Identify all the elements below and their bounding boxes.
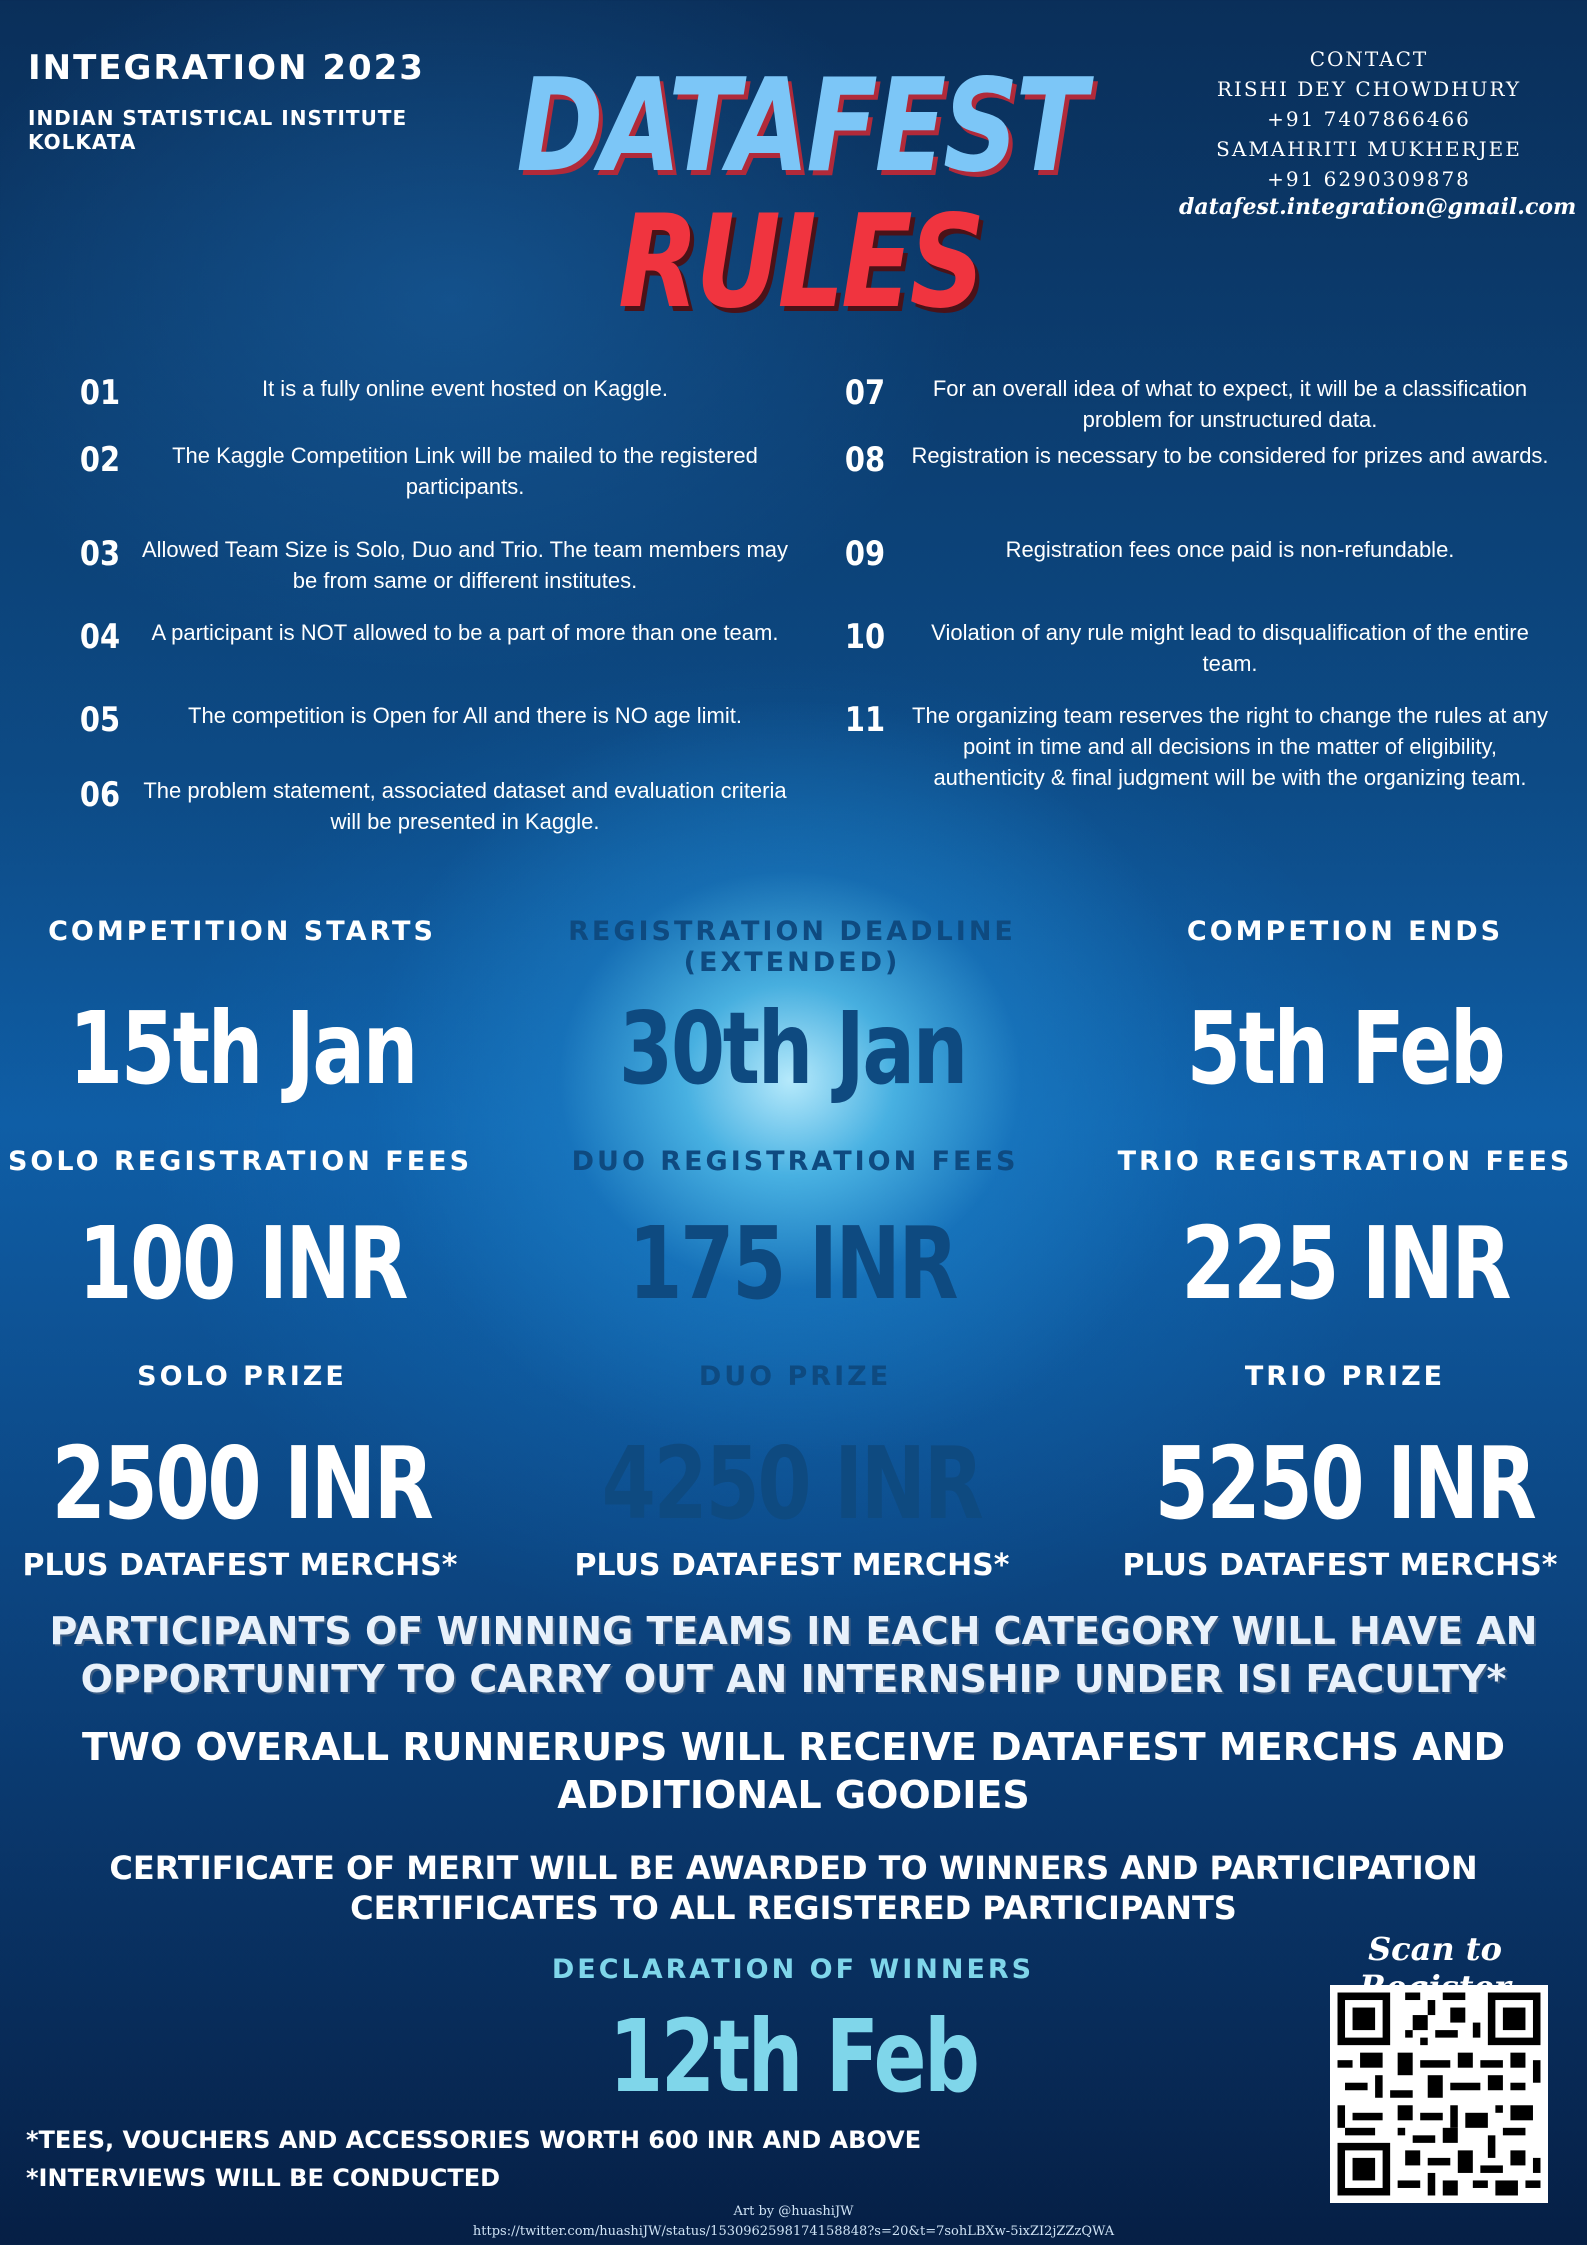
registration-deadline-label (532, 916, 1052, 978)
internship-line2: OPPORTUNITY TO CARRY OUT AN INTERNSHIP UNDER ISI FACULTY* (80, 1657, 1507, 1701)
footnote-interview: *INTERVIEWS WILL BE CONDUCTED (26, 2164, 501, 2192)
declaration-date: 12th Feb (608, 1998, 978, 2115)
footnote-merch: *TEES, VOUCHERS AND ACCESSORIES WORTH 600 INR AND ABOVE (26, 2126, 922, 2154)
internship-line1: PARTICIPANTS OF WINNING TEAMS IN EACH CATEGORY WILL HAVE AN (49, 1609, 1538, 1653)
rule-text: It is a fully online event hosted on Kaggle. (261, 376, 669, 401)
competition-end-date: 5th Feb (1186, 990, 1504, 1107)
rule-text: The organizing team reserves the right to change the rules at any point in time and all decisions in the matter of eligibility, authenticity & final judgment will be with the organizing team. (912, 703, 1548, 790)
runnerups-line1: TWO OVERALL RUNNERUPS WILL RECEIVE DATAFEST MERCHS AND (82, 1725, 1505, 1769)
trio-prize-value: 5250 INR (1155, 1425, 1535, 1542)
institute-name (28, 106, 448, 154)
declaration-label: DECLARATION OF WINNERS (551, 1954, 1035, 1985)
rule-number: 01 (79, 373, 121, 413)
deadline-label-line2: (EXTENDED) (683, 947, 901, 978)
rule-text: The problem statement, associated dataset and evaluation criteria will be presented in Kaggle. (143, 778, 787, 834)
solo-prize-label: SOLO PRIZE (137, 1361, 347, 1392)
trio-fee-value: 225 INR (1181, 1205, 1509, 1322)
event-title: INTEGRATION 2023 (28, 48, 425, 88)
solo-merch-note: PLUS DATAFEST MERCHS* (22, 1548, 458, 1583)
certificate-line1: CERTIFICATE OF MERIT WILL BE AWARDED TO WINNERS AND PARTICIPATION (109, 1849, 1478, 1887)
registration-qr-code[interactable] (1330, 1985, 1548, 2203)
rule-item (60, 373, 790, 413)
duo-prize-value: 4250 INR (602, 1425, 982, 1542)
competition-end-label: COMPETION ENDS (1186, 916, 1504, 947)
duo-fee-label: DUO REGISTRATION FEES (571, 1146, 1019, 1177)
art-credit: Art by @huashiJW (733, 2204, 854, 2219)
rule-number: 11 (844, 700, 886, 740)
contact-name-1: RISHI DEY CHOWDHURY (1216, 77, 1522, 101)
institute-line2: KOLKATA (28, 130, 137, 154)
solo-prize-value: 2500 INR (52, 1425, 432, 1542)
certificate-announcement (20, 1848, 1567, 1928)
art-credit-link[interactable]: https://twitter.com/huashiJW/status/1530962598174158848?s=20&t=7sohLBXw-5ixZI2jZZzQWA (472, 2224, 1115, 2239)
rule-text: Violation of any rule might lead to disqualification of the entire team. (931, 620, 1529, 676)
rule-item (60, 617, 790, 657)
certificate-line2: CERTIFICATES TO ALL REGISTERED PARTICIPANTS (350, 1889, 1237, 1927)
contact-email[interactable]: datafest.integration@gmail.com (1179, 194, 1577, 220)
solo-fee-label: SOLO REGISTRATION FEES (7, 1146, 473, 1177)
rule-text: A participant is NOT allowed to be a part of more than one team. (151, 620, 779, 645)
rule-number: 03 (79, 534, 121, 574)
solo-fee-value: 100 INR (78, 1205, 406, 1322)
rule-number: 10 (844, 617, 886, 657)
rule-item (825, 440, 1555, 480)
rule-item (825, 700, 1555, 793)
competition-start-label: COMPETITION STARTS (48, 916, 436, 947)
trio-prize-label: TRIO PRIZE (1244, 1361, 1446, 1392)
rule-number: 04 (79, 617, 121, 657)
rule-text: The competition is Open for All and there is NO age limit. (188, 703, 742, 728)
rule-number: 08 (844, 440, 886, 480)
rule-text: For an overall idea of what to expect, it will be a classification problem for unstructured data. (932, 376, 1528, 432)
rule-text: Allowed Team Size is Solo, Duo and Trio. The team members may be from same or different institutes. (141, 537, 789, 593)
duo-fee-value: 175 INR (628, 1205, 956, 1322)
rule-item (60, 700, 790, 740)
runnerups-announcement (20, 1723, 1567, 1819)
rule-text: Registration is necessary to be considered for prizes and awards. (911, 443, 1549, 468)
duo-prize-label: DUO PRIZE (698, 1361, 892, 1392)
rule-number: 02 (79, 440, 121, 480)
deadline-label-line1: REGISTRATION DEADLINE (568, 916, 1016, 947)
rule-item (60, 440, 790, 502)
rule-item (60, 534, 790, 596)
rule-item (60, 775, 790, 837)
rule-item (825, 534, 1555, 574)
scan-to-register-label: Scan to (1368, 1930, 1502, 1968)
rule-number: 09 (844, 534, 886, 574)
rule-text: The Kaggle Competition Link will be mailed to the registered participants. (172, 443, 758, 499)
internship-announcement (20, 1607, 1567, 1703)
institute-line1: INDIAN STATISTICAL INSTITUTE (28, 106, 408, 130)
rule-number: 06 (79, 775, 121, 815)
runnerups-line2: ADDITIONAL GOODIES (557, 1773, 1030, 1817)
contact-phone-1[interactable]: +91 7407866466 (1267, 107, 1471, 131)
contact-block (1179, 44, 1577, 220)
trio-fee-label: TRIO REGISTRATION FEES (1117, 1146, 1573, 1177)
rule-item (825, 617, 1555, 679)
brand-subtitle: RULES (618, 188, 982, 337)
duo-merch-note: PLUS DATAFEST MERCHS* (574, 1548, 1010, 1583)
rule-item (825, 373, 1555, 435)
trio-merch-note: PLUS DATAFEST MERCHS* (1122, 1548, 1558, 1583)
registration-deadline-date: 30th Jan (618, 990, 966, 1107)
contact-phone-2[interactable]: +91 6290309878 (1267, 167, 1471, 191)
contact-name-2: SAMAHRITI MUKHERJEE (1216, 137, 1522, 161)
rule-number: 05 (79, 700, 121, 740)
rule-number: 07 (844, 373, 886, 413)
rule-text: Registration fees once paid is non-refundable. (1005, 537, 1455, 562)
brand-title: DATAFEST (516, 52, 1084, 201)
competition-start-date: 15th Jan (68, 990, 416, 1107)
contact-label: CONTACT (1309, 47, 1429, 71)
qr-code-icon (1330, 1985, 1548, 2203)
